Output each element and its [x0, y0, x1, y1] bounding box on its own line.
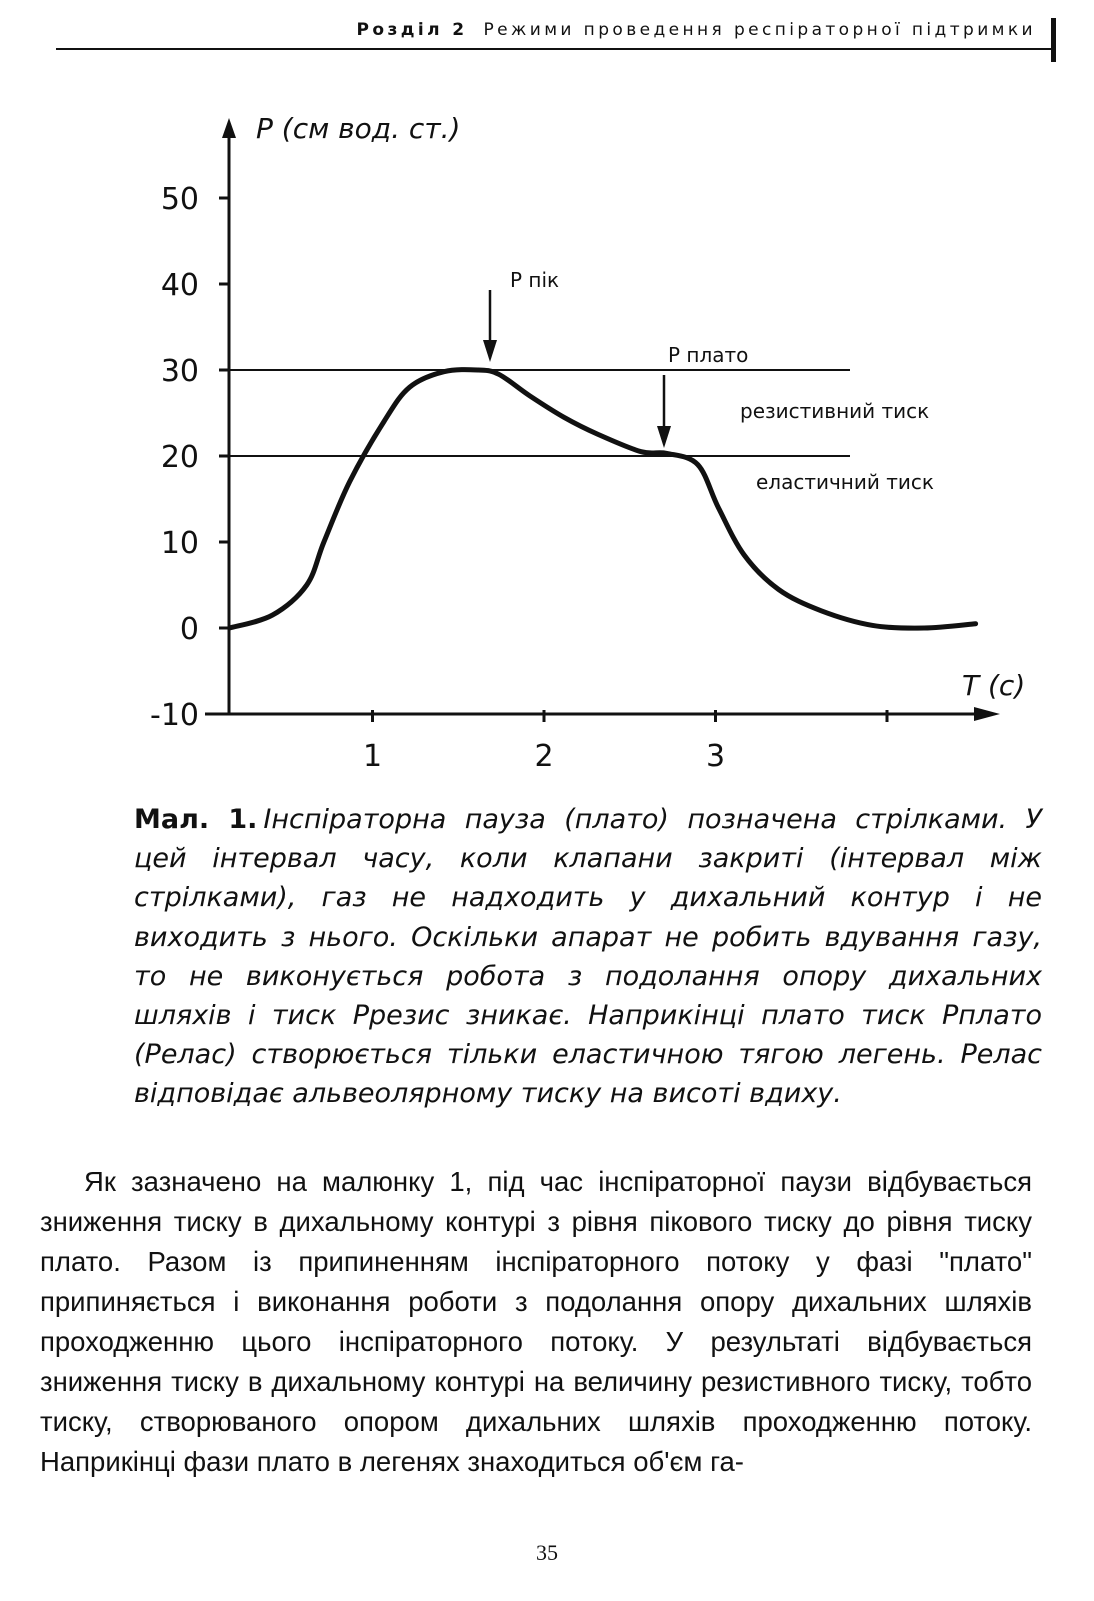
peak-arrow-head — [483, 340, 497, 362]
header-section: Розділ 2 — [356, 20, 468, 40]
header-bar — [1051, 18, 1056, 62]
x-axis-arrowhead — [974, 707, 1000, 721]
y-tick-label: 40 — [160, 268, 199, 303]
annotation-plateau: P плато — [668, 343, 749, 367]
caption-text: Інспіраторна пауза (плато) позначена стрілками. У цей інтервал часу, коли клапани закриті (інтервал між стрілками), газ не надходить у дихальний контур і не виходить з нього. Оскільки апарат не робить вдування газу, то не виконується робота з подолання опору дихальних шляхів і тиск Pрезис зникає. Наприкінці плато тиск Pплато (Pелас) створюється тільки еластичною тягою легень. Pелас відповідає альвеолярному тиску на висоті вдиху. — [134, 804, 1042, 1110]
body-paragraph: Як зазначено на малюнку 1, під час інспіраторної паузи відбувається зниження тиску в дихальному контурі з рівня пікового тиску до рівня тиску плато. Разом із припиненням інспіраторного потоку у фазі "плато" припиняється і виконання роботи з подолання опору дихальних шляхів проходженню цього інспіраторного потоку. У результаті відбувається зниження тиску в дихальному контурі на величину резистивного тиску, тобто тиску, створюваного опором дихальних шляхів проходженню потоку. Наприкінці фази плато в легенях знаходиться об'єм га- — [40, 1166, 1032, 1477]
y-tick-label: 50 — [160, 182, 199, 217]
x-tick-label: 2 — [534, 739, 554, 774]
y-axis-arrowhead — [222, 118, 236, 138]
y-tick-label: 0 — [179, 612, 199, 647]
x-tick-label: 1 — [362, 739, 383, 774]
annotation-elastic: еластичний тиск — [756, 470, 934, 494]
y-tick-label: 10 — [160, 526, 199, 561]
plateau-arrow-head — [657, 426, 671, 448]
page-number: 35 — [536, 1540, 558, 1565]
y-tick-label: 20 — [160, 440, 199, 475]
x-tick-label: 3 — [705, 739, 726, 774]
running-header — [56, 14, 1056, 50]
caption-label: Мал. 1. — [134, 804, 258, 835]
y-axis-label: P (см вод. ст.) — [256, 112, 461, 145]
x-axis-label: T (c) — [962, 669, 1026, 702]
header-title: Режими проведення респіраторної підтримки — [483, 20, 1036, 40]
header-text — [357, 20, 1036, 40]
pressure-time-chart — [0, 90, 1094, 790]
annotation-peak: P пік — [510, 268, 560, 292]
y-tick-label: -10 — [150, 698, 199, 733]
figure-caption — [134, 800, 1042, 1114]
annotation-resistive: резистивний тиск — [740, 399, 930, 423]
y-tick-label: 30 — [160, 354, 199, 389]
